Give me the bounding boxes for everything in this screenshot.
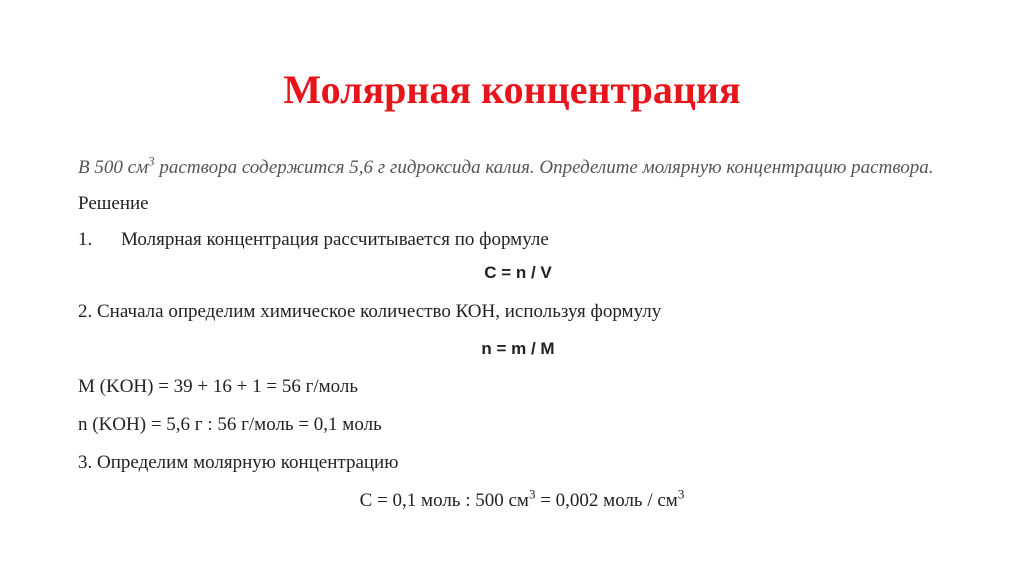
formula-concentration: C = n / V: [484, 263, 552, 282]
problem-text-after: раствора содержится 5,6 г гидроксида калия. Определите молярную концентрацию раствора.: [154, 157, 934, 178]
step-1: [78, 229, 958, 251]
step-1-text: Молярная концентрация рассчитывается по формуле: [121, 229, 549, 250]
problem-statement: [78, 153, 958, 179]
solution-label: Решение: [78, 193, 149, 214]
final-part-2: = 0,002 моль / см: [535, 490, 678, 511]
molar-mass-line: M (KOH) = 39 + 16 + 1 = 56 г/моль: [78, 376, 359, 397]
final-calculation: [78, 486, 958, 512]
step-3: 3. Определим молярную концентрацию: [78, 452, 399, 473]
slide-title: Молярная концентрация: [283, 67, 741, 112]
formula-amount: n = m / M: [481, 339, 555, 358]
final-part-1: C = 0,1 моль : 500 см: [359, 490, 529, 511]
amount-line: n (KOH) = 5,6 г : 56 г/моль = 0,1 моль: [78, 414, 382, 435]
problem-text-before: В 500 см: [78, 157, 149, 178]
final-superscript-2: 3: [677, 486, 685, 502]
step-1-number: 1.: [78, 229, 93, 250]
step-2: 2. Сначала определим химическое количество КОН, используя формулу: [78, 301, 662, 322]
slide-content: [78, 153, 958, 512]
problem-superscript: 3: [148, 153, 155, 169]
final-superscript-1: 3: [528, 486, 536, 502]
